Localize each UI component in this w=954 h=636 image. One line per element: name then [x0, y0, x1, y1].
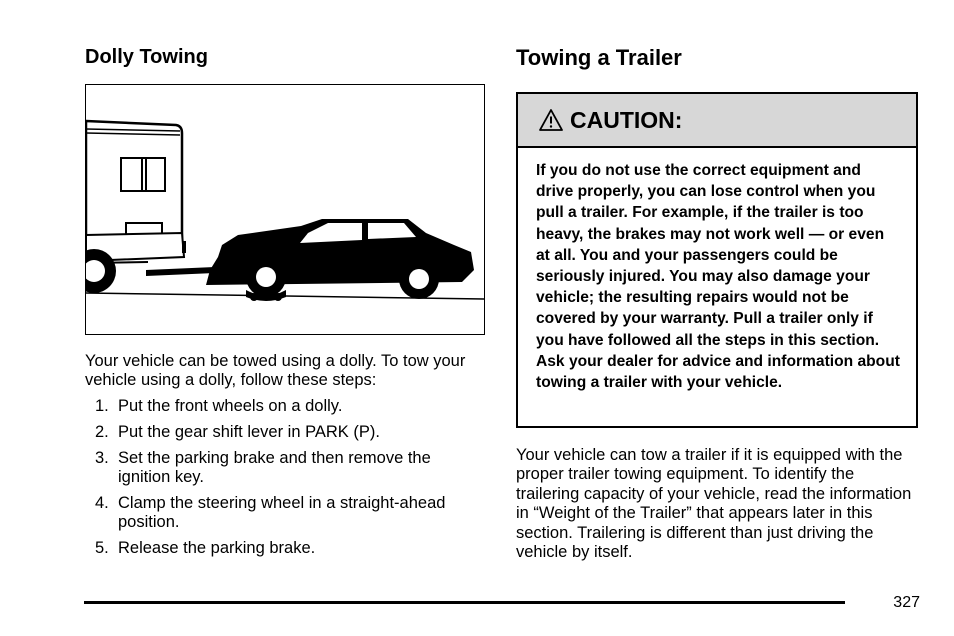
dolly-steps-list	[85, 397, 485, 565]
step-number: 3.	[95, 449, 109, 467]
footer-rule	[84, 601, 845, 604]
step-text: Put the front wheels on a dolly.	[118, 397, 343, 415]
step-text: Release the parking brake.	[118, 539, 316, 557]
caution-text: If you do not use the correct equipment and drive properly, you can lose control when you pull a trailer. For example, if the trailer is too heavy, the brakes may not work well — or even at all. You and your passengers could be seriously injured. You may also damage your vehicle; the resulting repairs would not be covered by your warranty. Pull a trailer only if you have followed all the steps in this section. Ask your dealer for advice and information about towing a trailer with your vehicle.	[536, 162, 900, 392]
caution-title: CAUTION:	[570, 106, 683, 133]
caution-header	[518, 94, 916, 148]
step-text: Set the parking brake and then remove the ignition key.	[118, 449, 431, 486]
list-item	[85, 423, 485, 442]
step-text: Clamp the steering wheel in a straight-ahead position.	[118, 494, 446, 531]
step-number: 2.	[95, 423, 109, 441]
dolly-towing-illustration	[85, 84, 485, 335]
dolly-tow-drawing	[86, 85, 484, 334]
step-number: 1.	[95, 397, 109, 415]
towing-trailer-heading: Towing a Trailer	[516, 45, 682, 70]
list-item	[85, 397, 485, 416]
list-item	[85, 494, 485, 532]
list-item	[85, 449, 485, 487]
page-number: 327	[893, 594, 920, 611]
dolly-towing-heading: Dolly Towing	[85, 46, 208, 68]
step-text: Put the gear shift lever in PARK (P).	[118, 423, 380, 441]
list-item	[85, 539, 485, 558]
trailer-body-text: Your vehicle can tow a trailer if it is equipped with the proper trailer towing equipment. To identify the trailering capacity of your vehicle, read the information in “Weight of the Trailer” that appears later in this section. Trailering is different than just driving the vehicle by itself.	[516, 446, 912, 562]
step-number: 5.	[95, 539, 109, 557]
towed-car	[206, 219, 474, 299]
caution-box	[516, 92, 918, 428]
step-number: 4.	[95, 494, 109, 512]
dolly-intro-text: Your vehicle can be towed using a dolly. To tow your vehicle using a dolly, follow these steps:	[85, 352, 466, 389]
motorhome	[86, 121, 186, 293]
warning-triangle-icon	[538, 108, 564, 132]
